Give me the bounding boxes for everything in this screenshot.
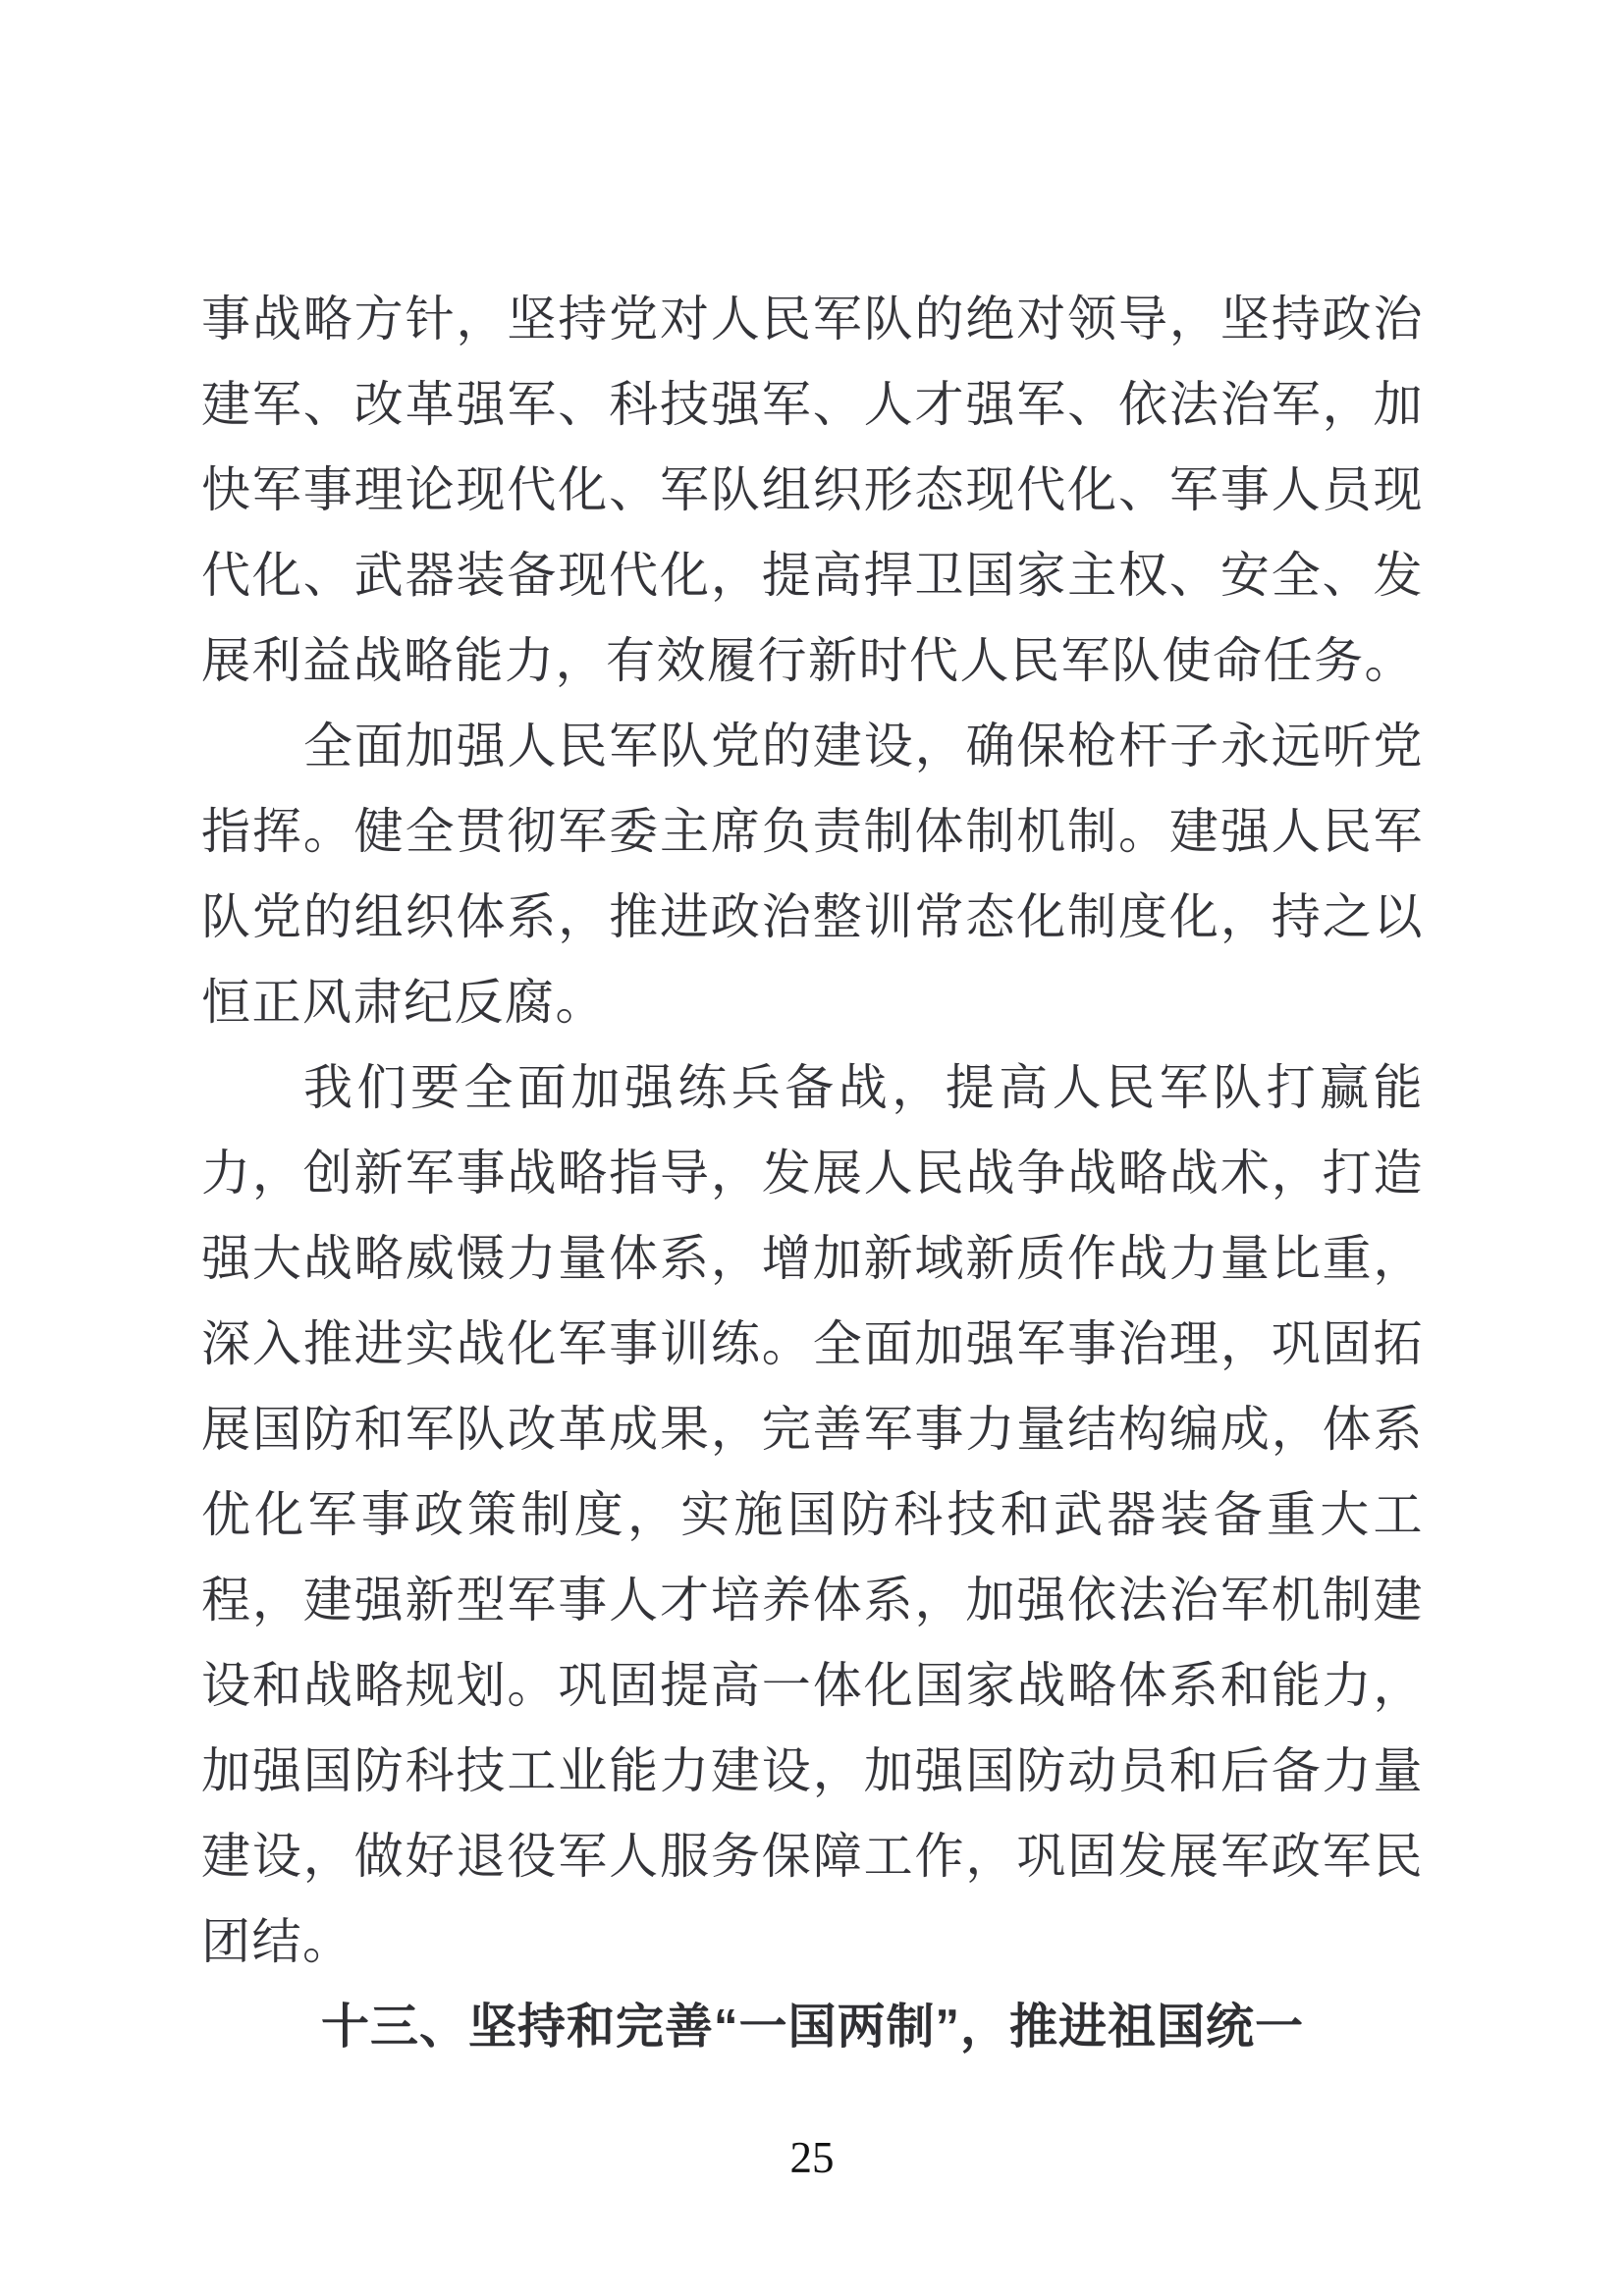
- body-paragraphs: [201, 277, 1424, 1985]
- paragraph: 全面加强人民军队党的建设，确保枪杆子永远听党指挥。健全贯彻军委主席负责制体制机制。建强人民军队党的组织体系，推进政治整训常态化制度化，持之以恒正风肃纪反腐。: [201, 719, 1424, 1030]
- document-body: [201, 277, 1424, 2070]
- page-number: 25: [789, 2133, 835, 2182]
- paragraph: 事战略方针，坚持党对人民军队的绝对领导，坚持政治建军、改革强军、科技强军、人才强军、依法治军，加快军事理论现代化、军队组织形态现代化、军事人员现代化、武器装备现代化，提高捍卫国家主权、安全、发展利益战略能力，有效履行新时代人民军队使命任务。: [201, 292, 1424, 688]
- paragraph: 我们要全面加强练兵备战，提高人民军队打赢能力，创新军事战略指导，发展人民战争战略战术，打造强大战略威慑力量体系，增加新域新质作战力量比重，深入推进实战化军事训练。全面加强军事治理，巩固拓展国防和军队改革成果，完善军事力量结构编成，体系优化军事政策制度，实施国防科技和武器装备重大工程，建强新型军事人才培养体系，加强依法治军机制建设和战略规划。巩固提高一体化国家战略体系和能力，加强国防科技工业能力建设，加强国防动员和后备力量建设，做好退役军人服务保障工作，巩固发展军政军民团结。: [201, 1060, 1424, 1969]
- section-heading: 十三、坚持和完善“一国两制”，推进祖国统一: [320, 2001, 1304, 2054]
